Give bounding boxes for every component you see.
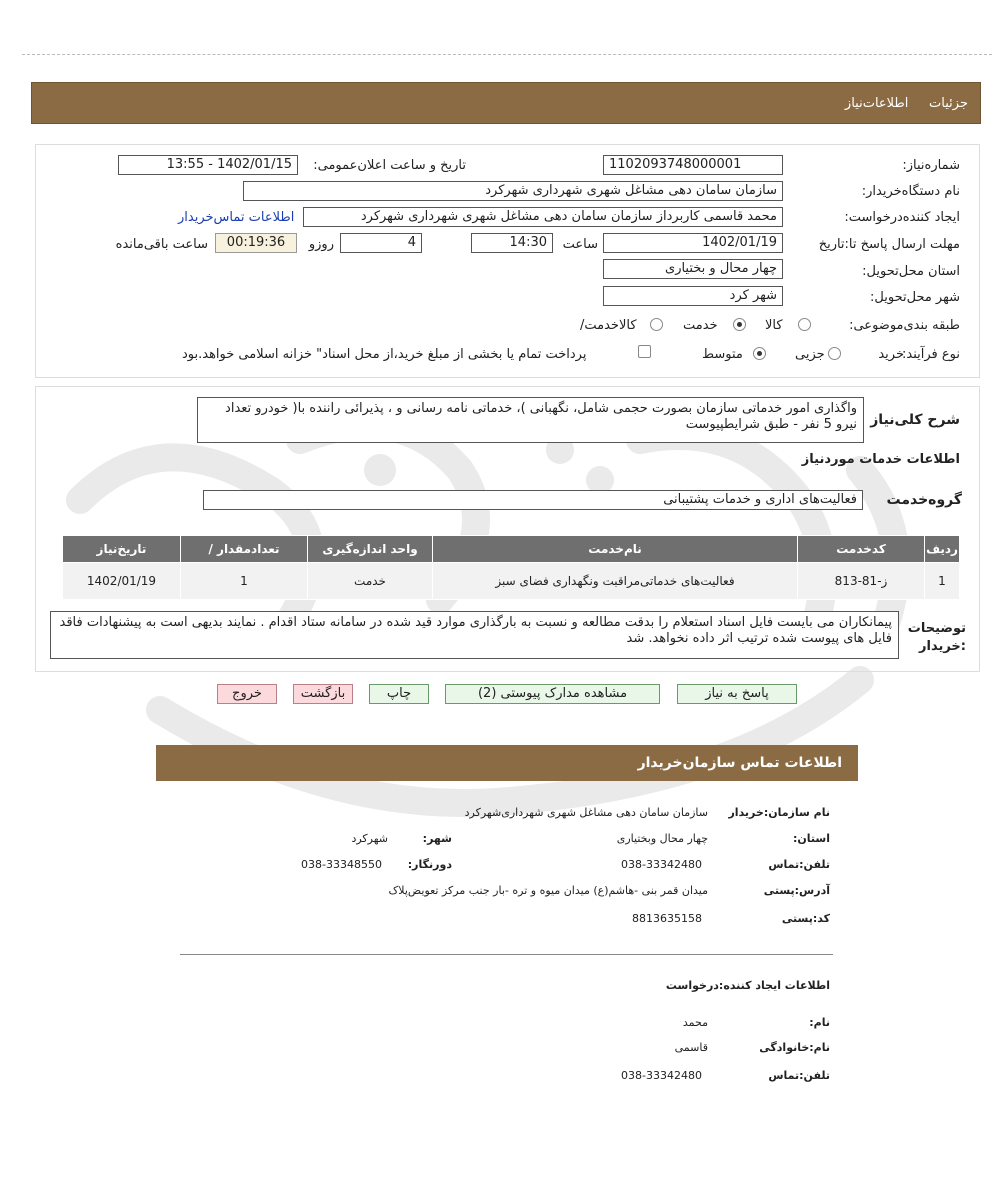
buyer-contact-link[interactable]: اطلاعات تماس‌خریدار xyxy=(178,210,295,225)
days-field[interactable]: 4 xyxy=(340,233,422,253)
address-value: میدان قمر بنی -هاشم(ع) میدان میوه و تره -بار جنب مرکز تعویض‌پلاک xyxy=(388,884,708,897)
org-label: نام سازمان:خریدار xyxy=(728,806,830,819)
col-unit: واحد اندازه‌گیری xyxy=(308,536,433,563)
category-goods-service-label: کالا‌خدمت/ xyxy=(580,318,637,333)
row-index: 1 xyxy=(925,563,960,600)
province-field[interactable]: چهار محال و بختیاری xyxy=(603,259,783,279)
process-medium-label: متوسط xyxy=(702,347,743,362)
services-table xyxy=(62,535,960,600)
need-info-panel xyxy=(35,144,980,378)
creator-field[interactable]: محمد قاسمی کاربرداز سازمان سامان دهی مشاغل شهری شهرداری شهرکرد xyxy=(303,207,783,227)
payment-note: پرداخت تمام یا بخشی از مبلغ خرید،از محل اسناد" خزانه اسلامی خواهد.بود xyxy=(182,347,587,362)
summary-text: واگذاری امور خدماتی سازمان بصورت حجمی شامل، نگهبانی )، خدماتی نامه رسانی و ، پذیرائی راننده با( خودرو تعداد نیرو 5 نفر - طبق شرایطپیوست xyxy=(197,397,864,443)
breadcrumb-need-info[interactable]: اطلاعات‌نیاز xyxy=(844,96,909,111)
attachments-button[interactable]: مشاهده مدارک پیوستی (2) xyxy=(445,684,660,704)
days-label: روزو xyxy=(308,237,334,252)
category-goods-service-radio[interactable] xyxy=(650,318,663,331)
category-service-radio[interactable] xyxy=(733,318,746,331)
need-number-label: شماره‌نیاز: xyxy=(902,158,960,173)
deadline-time-label: ساعت xyxy=(562,237,598,252)
buyer-notes-label: توضیحات :خریدار xyxy=(907,621,966,654)
address-label: آدرس:پستی xyxy=(763,884,830,897)
remaining-label: ساعت باقی‌مانده xyxy=(115,237,208,252)
service-group-label: گروه‌خدمت xyxy=(886,492,962,508)
col-name: نام‌خدمت xyxy=(433,536,798,563)
row-qty: 1 xyxy=(181,563,308,600)
city-label: شهر محل‌تحویل: xyxy=(870,290,960,305)
table-header-row xyxy=(63,536,960,563)
services-title: اطلاعات خدمات مورد‌نیاز xyxy=(801,452,960,467)
announce-field[interactable]: 1402/01/15 - 13:55 xyxy=(118,155,298,175)
buyer-notes-text: پیمانکاران می بایست فایل اسناد استعلام را بدقت مطالعه و نسبت به بارگذاری موارد قید شده در سامانه ستاد اقدام . نمایند بدیهی است به پیشنهادات فاقد فایل های پیوست شده ترتیب اثر داده نخواهد. شد xyxy=(50,611,899,659)
page-title-bar xyxy=(31,82,981,124)
postal-value: 8813635158 xyxy=(632,912,702,925)
phone-value: 038-33342480 xyxy=(621,858,702,871)
row-name-text: فعالیت‌های خدماتی‌مراقبت و‌نگهداری فضای سبز xyxy=(495,573,735,588)
city-contact-value: شهرکرد xyxy=(351,832,388,845)
creator-family-value: قاسمی xyxy=(674,1041,708,1054)
summary-label: شرح کلی‌نیاز xyxy=(870,412,960,428)
creator-family-label: نام:خانوادگی xyxy=(759,1041,830,1054)
contact-section-header xyxy=(156,745,858,781)
row-date: 1402/01/19 xyxy=(63,563,181,600)
creator-name-value: محمد xyxy=(682,1016,708,1029)
category-service-label: خدمت xyxy=(683,318,718,333)
deadline-date-field[interactable]: 1402/01/19 xyxy=(603,233,783,253)
exit-button[interactable]: خروج xyxy=(217,684,277,704)
category-label: طبقه بندی‌موضوعی: xyxy=(849,318,960,333)
fax-value: 038-33348550 xyxy=(301,858,382,871)
col-code: کدخدمت xyxy=(798,536,925,563)
org-value: سازمان سامان دهی مشاغل شهری شهرداری‌شهرکرد xyxy=(464,806,708,819)
postal-label: کد:پستی xyxy=(781,912,830,925)
contact-section-title: اطلاعات تماس سازمان‌خریدار xyxy=(637,755,842,771)
province-label: استان محل‌تحویل: xyxy=(862,264,960,279)
deadline-label: مهلت ارسال پاسخ تا:تاریخ xyxy=(818,237,960,252)
breadcrumb-details[interactable]: جزئیات xyxy=(929,96,968,111)
province-contact-label: استان: xyxy=(793,832,830,845)
col-index: ردیف xyxy=(925,536,960,563)
process-medium-radio[interactable] xyxy=(753,347,766,360)
creator-info-title: اطلاعات ایجاد کننده:درخواست xyxy=(665,979,830,992)
col-date: تاریخ‌نیاز xyxy=(63,536,181,563)
row-name xyxy=(433,563,798,600)
payment-checkbox[interactable] xyxy=(638,345,651,358)
need-number-field[interactable]: 1102093748000001 xyxy=(603,155,783,175)
breadcrumb xyxy=(845,96,968,111)
table-row xyxy=(63,563,960,600)
category-goods-radio[interactable] xyxy=(798,318,811,331)
back-button[interactable]: بازگشت xyxy=(293,684,353,704)
category-goods-label: کالا xyxy=(765,318,783,333)
col-qty: تعداد‌مقدار / xyxy=(181,536,308,563)
row-code: ز-81-813 xyxy=(798,563,925,600)
creator-phone-value: 038-33342480 xyxy=(621,1069,702,1082)
process-minor-radio[interactable] xyxy=(828,347,841,360)
contact-divider xyxy=(180,954,833,955)
creator-name-label: نام: xyxy=(809,1016,830,1029)
creator-phone-label: تلفن:تماس xyxy=(768,1069,830,1082)
reply-button[interactable]: پاسخ به نیاز xyxy=(677,684,797,704)
process-minor-label: جزیی xyxy=(795,347,825,362)
process-value: خرید xyxy=(878,347,904,362)
creator-label: ایجاد کننده‌درخواست: xyxy=(844,210,960,225)
remaining-time-field: 00:19:36 xyxy=(215,233,297,253)
province-contact-value: چهار محال وبختیاری xyxy=(616,832,708,845)
top-divider xyxy=(22,54,992,55)
phone-label: تلفن:تماس xyxy=(768,858,830,871)
city-field[interactable]: شهر کرد xyxy=(603,286,783,306)
print-button[interactable]: چاپ xyxy=(369,684,429,704)
fax-label: دورنگار: xyxy=(407,858,452,871)
announce-label: تاریخ و ساعت اعلان‌عمومی: xyxy=(313,158,466,173)
deadline-time-field[interactable]: 14:30 xyxy=(471,233,553,253)
service-group-field[interactable]: فعالیت‌های اداری و خدمات پشتیبانی xyxy=(203,490,863,510)
buyer-org-label: نام دستگاه‌خریدار: xyxy=(861,184,960,199)
row-unit: خدمت xyxy=(308,563,433,600)
process-label: نوع فرآیند: xyxy=(902,347,960,362)
city-contact-label: شهر: xyxy=(422,832,452,845)
buyer-org-field[interactable]: سازمان سامان دهی مشاغل شهری شهرداری شهرکرد xyxy=(243,181,783,201)
